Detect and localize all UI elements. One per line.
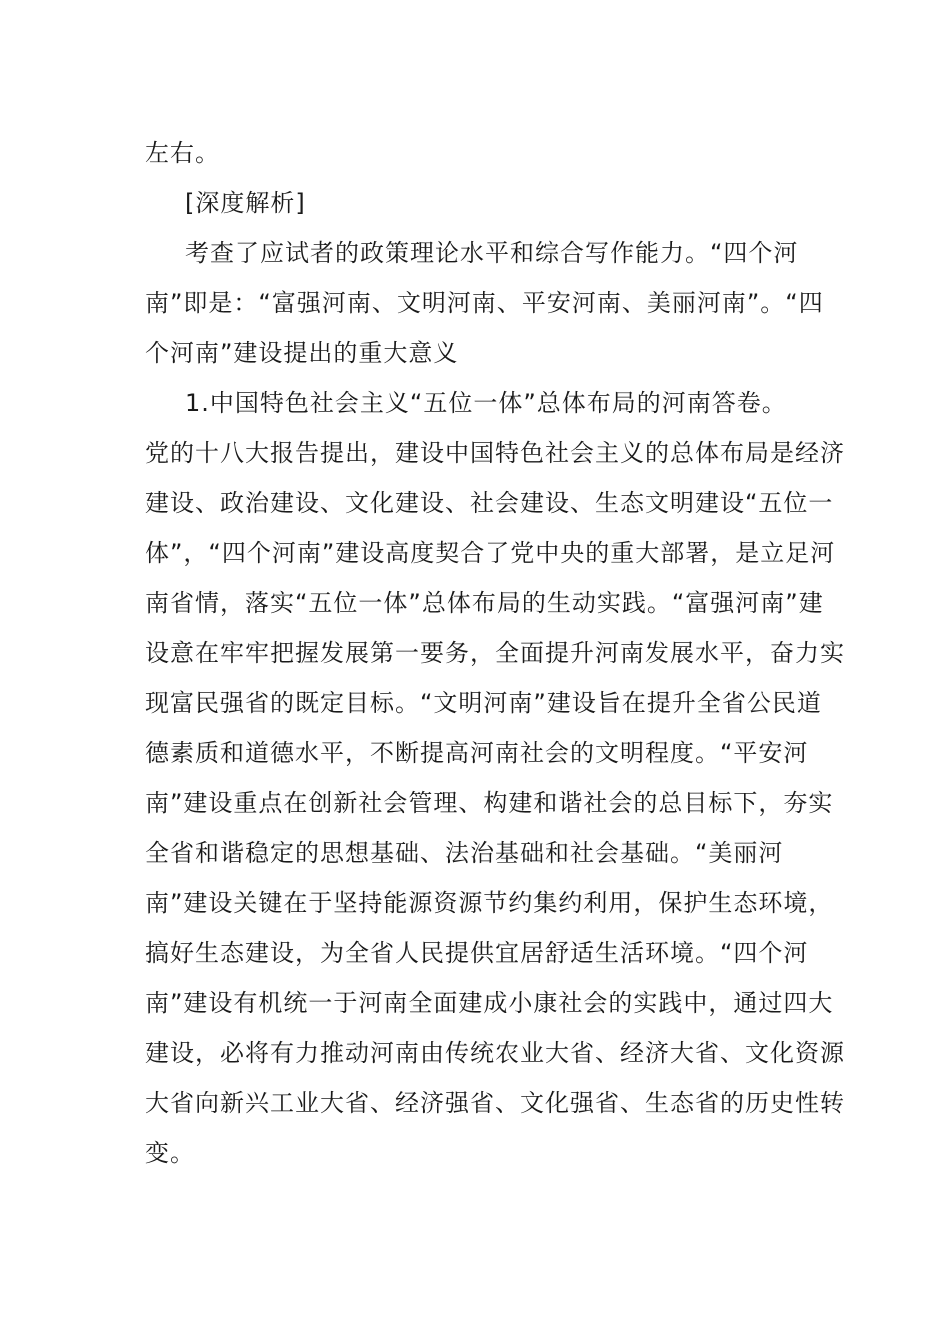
point-1-body: 党的十八大报告提出，建设中国特色社会主义的总体布局是经济建设、政治建设、文化建设、社会建设、生态文明建设“五位一体”，“四个河南”建设高度契合了党中央的重大部署，是立足河南省情，落实“五位一体”总体布局的生动实践。“富强河南”建设意在牢牢把握发展第一要务，全面提升河南发展水平，奋力实现富民强省的既定目标。“文明河南”建设旨在提升全省公民道德素质和道德水平，不断提高河南社会的文明程度。“平安河南”建设重点在创新社会管理、构建和谐社会的总目标下，夯实全省和谐稳定的思想基础、法治基础和社会基础。“美丽河南”建设关键在于坚持能源资源节约集约利用，保护生态环境，搞好生态建设，为全省人民提供宜居舒适生活环境。“四个河南”建设有机统一于河南全面建成小康社会的实践中，通过四大建设，必将有力推动河南由传统农业大省、经济大省、文化资源大省向新兴工业大省、经济强省、文化强省、生态省的历史性转变。: [145, 439, 845, 1167]
intro-paragraph: 考查了应试者的政策理论水平和综合写作能力。“四个河南”即是：“富强河南、文明河南、平安河南、美丽河南”。“四个河南”建设提出的重大意义: [145, 239, 824, 367]
continuation-line: 左右。: [145, 139, 220, 167]
point-1-title: 1.中国特色社会主义“五位一体”总体布局的河南答卷。: [185, 389, 787, 417]
document-body: [145, 128, 845, 1178]
section-heading: [深度解析]: [185, 189, 306, 217]
